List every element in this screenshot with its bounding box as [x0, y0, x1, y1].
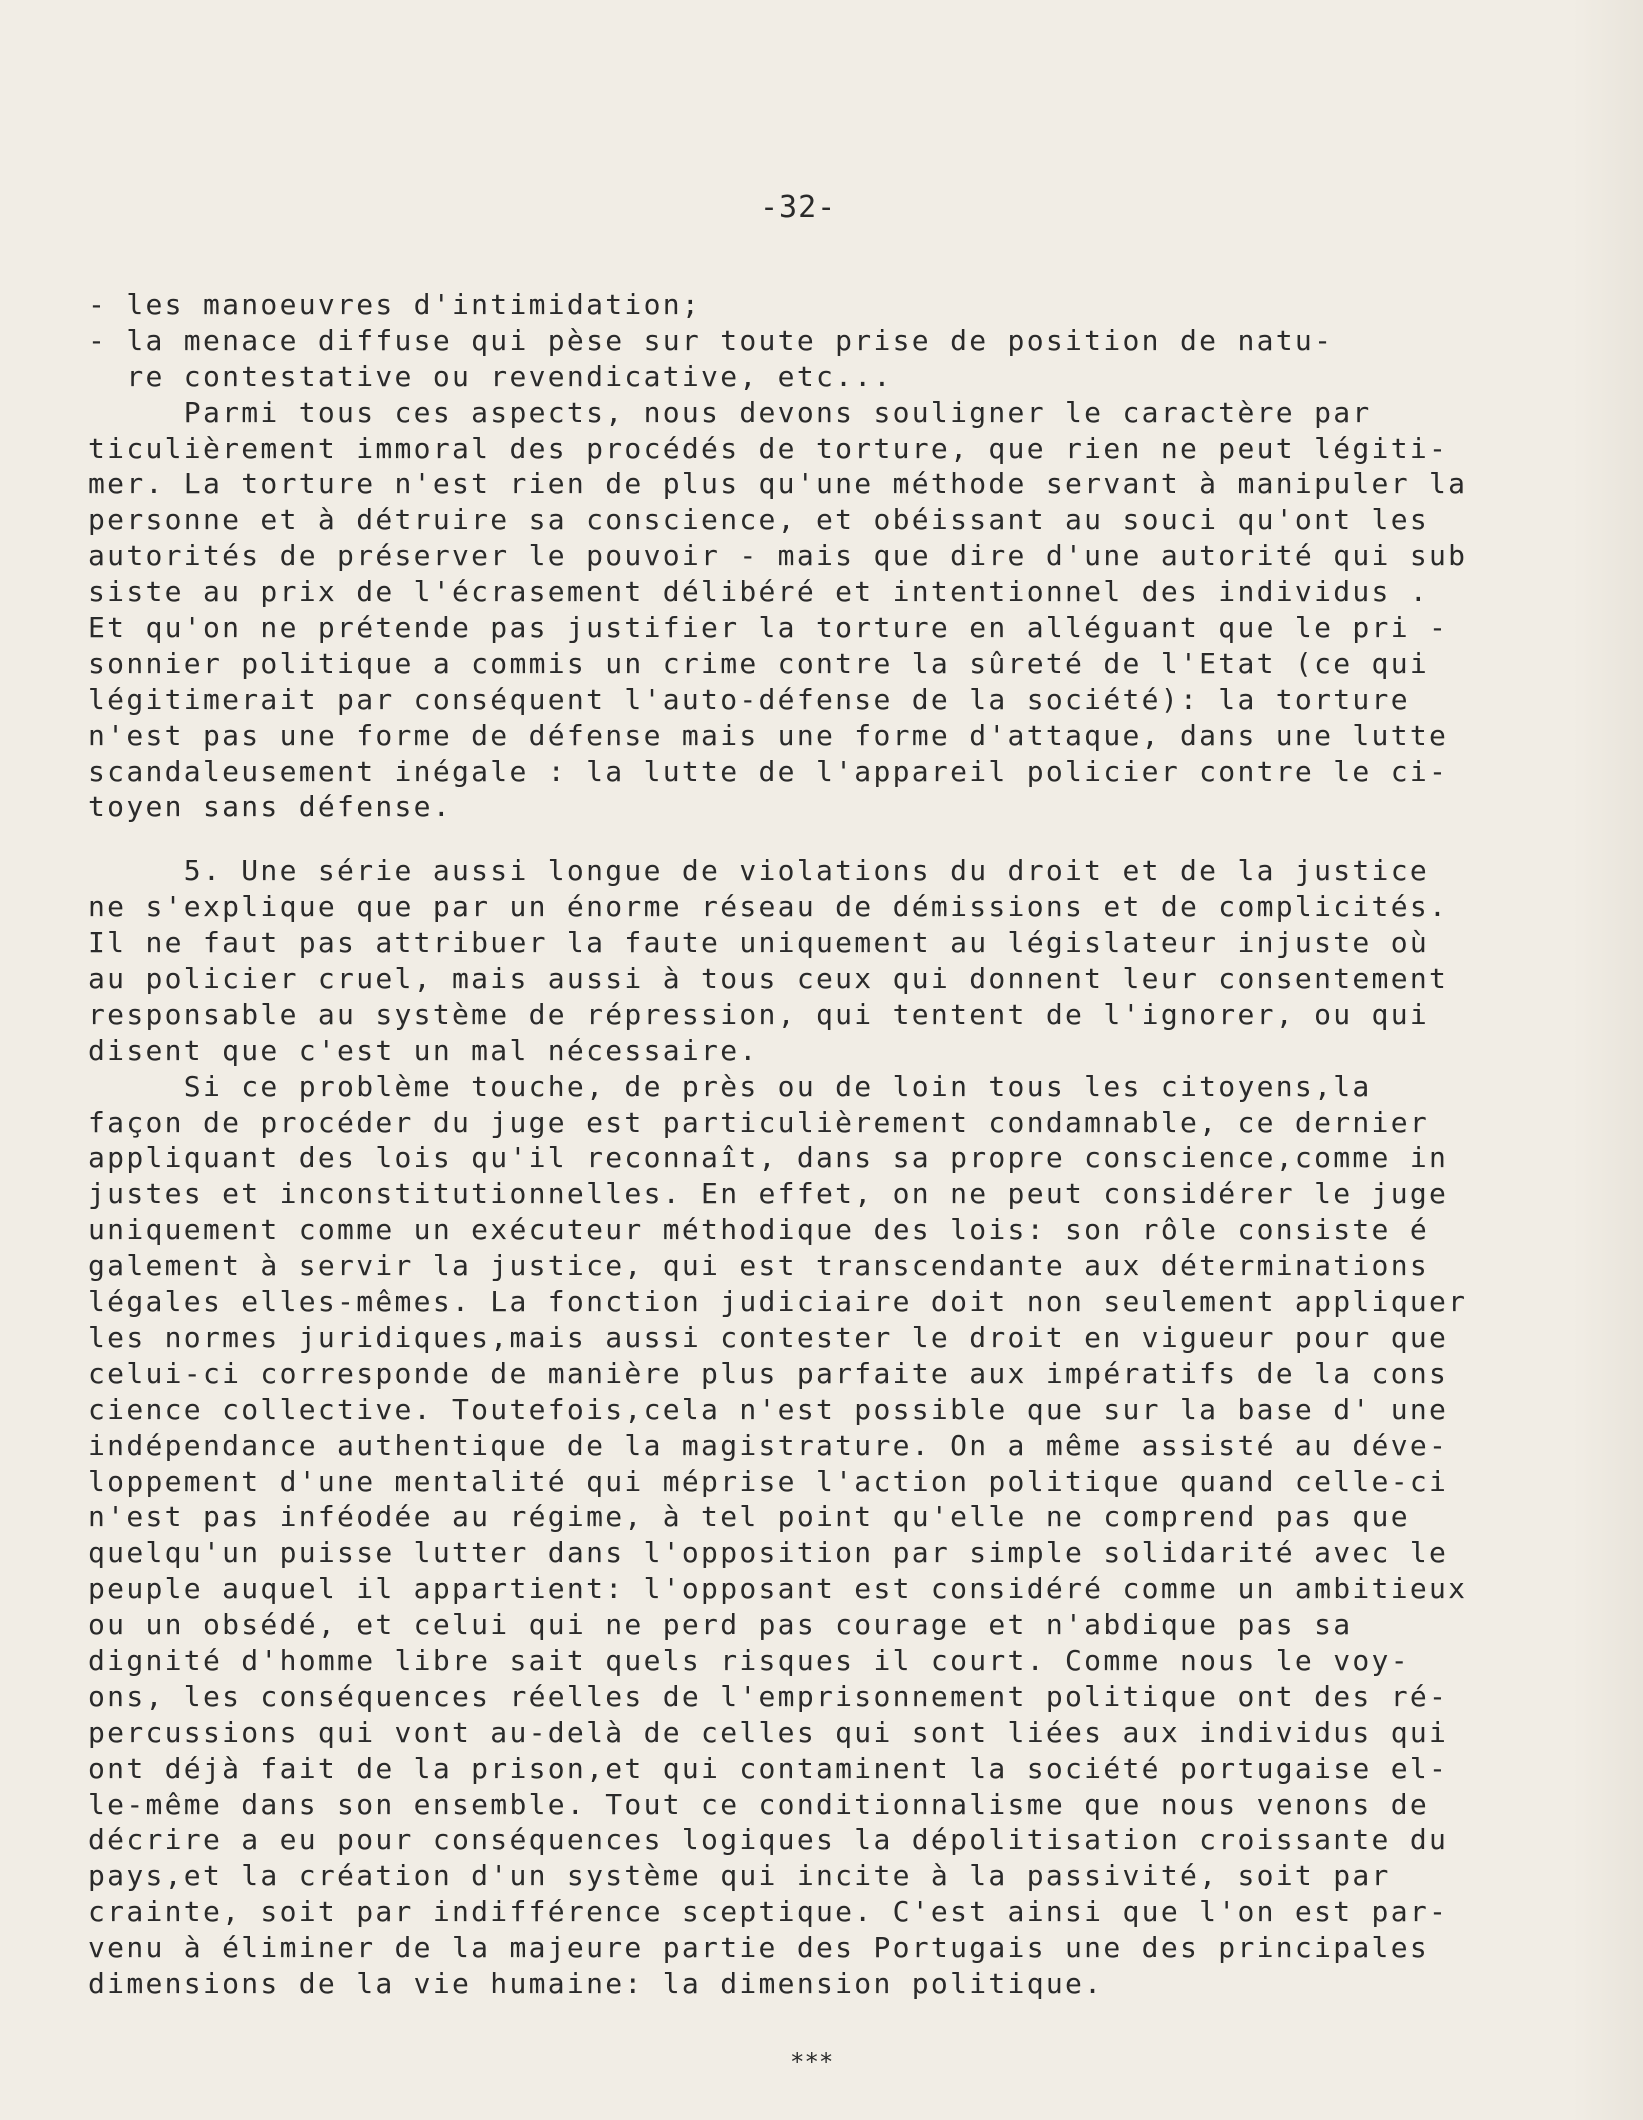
text-line: le-même dans son ensemble. Tout ce conditionnalisme que nous venons de	[88, 1787, 1430, 1821]
text-line: sonnier politique a commis un crime contre la sûreté de l'Etat (ce qui	[88, 646, 1430, 680]
text-line: cience collective. Toutefois,cela n'est possible que sur la base d' une	[88, 1392, 1449, 1426]
text-line: légitimerait par conséquent l'auto-défense de la société): la torture	[88, 682, 1410, 716]
text-line: ons, les conséquences réelles de l'emprisonnement politique ont des ré-	[88, 1679, 1449, 1713]
page-number: -32-	[760, 190, 837, 225]
text-line: au policier cruel, mais aussi à tous ceux qui donnent leur consentement	[88, 962, 1449, 996]
text-line: percussions qui vont au-delà de celles qui sont liées aux individus qui	[88, 1715, 1449, 1749]
text-line: dignité d'homme libre sait quels risques il court. Comme nous le voy-	[88, 1643, 1410, 1677]
text-line: dimensions de la vie humaine: la dimension politique.	[88, 1966, 1104, 2000]
text-line: Parmi tous ces aspects, nous devons souligner le caractère par	[88, 395, 1372, 429]
text-line: peuple auquel il appartient: l'opposant est considéré comme un ambitieux	[88, 1572, 1468, 1606]
text-line: crainte, soit par indifférence sceptique. C'est ainsi que l'on est par-	[88, 1895, 1449, 1929]
text-line: ne s'explique que par un énorme réseau de démissions et de complicités.	[88, 890, 1449, 924]
text-line: ou un obsédé, et celui qui ne perd pas courage et n'abdique pas sa	[88, 1608, 1353, 1642]
text-line: - les manoeuvres d'intimidation;	[88, 288, 702, 321]
paragraph-gap	[88, 825, 1548, 853]
section-separator: ***	[790, 2048, 834, 2076]
text-line: disent que c'est un mal nécessaire.	[88, 1033, 759, 1067]
text-line: 5. Une série aussi longue de violations du droit et de la justice	[88, 854, 1430, 888]
text-line: galement à servir la justice, qui est transcendante aux déterminations	[88, 1249, 1430, 1283]
body-text	[88, 287, 1548, 2002]
text-line: scandaleusement inégale : la lutte de l'appareil policier contre le ci-	[88, 754, 1449, 788]
text-line: responsable au système de répression, qui tentent de l'ignorer, ou qui	[88, 997, 1430, 1031]
text-line: toyen sans défense.	[88, 790, 452, 824]
page-edge-shadow	[1573, 0, 1643, 2120]
text-line: n'est pas inféodée au régime, à tel point qu'elle ne comprend pas que	[88, 1500, 1410, 1534]
text-line: quelqu'un puisse lutter dans l'opposition par simple solidarité avec le	[88, 1536, 1449, 1570]
text-line: re contestative ou revendicative, etc...	[88, 359, 893, 393]
text-line: façon de procéder du juge est particulièrement condamnable, ce dernier	[88, 1105, 1430, 1139]
text-line: pays,et la création d'un système qui incite à la passivité, soit par	[88, 1859, 1391, 1893]
text-line: appliquant des lois qu'il reconnaît, dans sa propre conscience,comme in	[88, 1141, 1449, 1175]
text-line: - la menace diffuse qui pèse sur toute prise de position de natu-	[88, 323, 1334, 357]
text-line: légales elles-mêmes. La fonction judiciaire doit non seulement appliquer	[88, 1285, 1468, 1319]
text-line: uniquement comme un exécuteur méthodique des lois: son rôle consiste é	[88, 1213, 1430, 1247]
text-line: ticulièrement immoral des procédés de torture, que rien ne peut légiti-	[88, 431, 1449, 465]
text-line: autorités de préserver le pouvoir - mais que dire d'une autorité qui sub	[88, 539, 1468, 573]
text-line: celui-ci corresponde de manière plus parfaite aux impératifs de la cons	[88, 1356, 1449, 1390]
text-line: siste au prix de l'écrasement délibéré et intentionnel des individus .	[88, 575, 1430, 609]
text-line: ont déjà fait de la prison,et qui contaminent la société portugaise el-	[88, 1751, 1449, 1785]
text-line: n'est pas une forme de défense mais une forme d'attaque, dans une lutte	[88, 718, 1449, 752]
text-line: personne et à détruire sa conscience, et obéissant au souci qu'ont les	[88, 503, 1430, 537]
text-line: Il ne faut pas attribuer la faute uniquement au législateur injuste où	[88, 926, 1430, 960]
text-line: indépendance authentique de la magistrature. On a même assisté au déve-	[88, 1428, 1449, 1462]
text-line: Et qu'on ne prétende pas justifier la torture en alléguant que le pri -	[88, 611, 1449, 645]
text-line: Si ce problème touche, de près ou de loin tous les citoyens,la	[88, 1069, 1372, 1103]
text-line: loppement d'une mentalité qui méprise l'action politique quand celle-ci	[88, 1464, 1449, 1498]
text-line: justes et inconstitutionnelles. En effet, on ne peut considérer le juge	[88, 1177, 1449, 1211]
text-line: décrire a eu pour conséquences logiques la dépolitisation croissante du	[88, 1823, 1449, 1857]
text-line: les normes juridiques,mais aussi contester le droit en vigueur pour que	[88, 1320, 1449, 1354]
text-line: venu à éliminer de la majeure partie des Portugais une des principales	[88, 1931, 1430, 1965]
text-line: mer. La torture n'est rien de plus qu'une méthode servant à manipuler la	[88, 467, 1468, 501]
